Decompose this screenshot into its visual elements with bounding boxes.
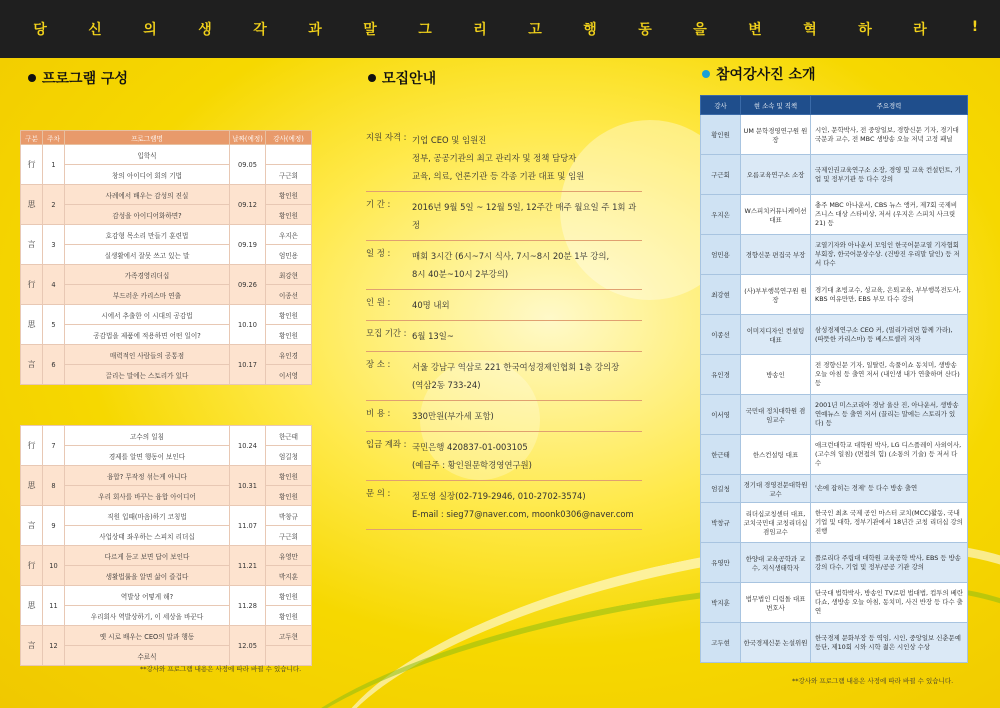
banner-char: ! bbox=[971, 19, 979, 35]
week-cell: 5 bbox=[43, 305, 65, 345]
table-row bbox=[21, 446, 312, 466]
date-cell: 10.10 bbox=[230, 305, 266, 345]
week-cell: 2 bbox=[43, 185, 65, 225]
program-name-cell: 호감형 목소리 만들기 훈련법 bbox=[65, 225, 230, 245]
table-row bbox=[701, 315, 968, 355]
program-name-cell: 시에서 추출한 이 시대의 공감법 bbox=[65, 305, 230, 325]
program-name-cell: 창의 아이디어 회의 기법 bbox=[65, 165, 230, 185]
table-row bbox=[701, 155, 968, 195]
instructor-career: 경기대 초빙교수, 성교육, 은퇴교육, 부부행복전도사, KBS 여유만만, EBS 부모 다수 강의 bbox=[811, 275, 968, 315]
program-name-cell: 우리회사 역발상하기, 이 세상을 바꾼다 bbox=[65, 606, 230, 626]
table-row bbox=[21, 486, 312, 506]
instructor-name: 유인경 bbox=[701, 355, 741, 395]
banner-char: 과 bbox=[308, 22, 322, 38]
instructor-career: 단국대 법학박사, 방송인 TV로펌 법대법, 컵투의 베란다쇼, 생방송 오늘 아침, 동치미, 사건 반장 등 다수 출연 bbox=[811, 583, 968, 623]
column-header: 구분 bbox=[21, 131, 43, 145]
recruit-line: 매회 3시간 (6시~7시 식사, 7시~8시 20분 1부 강의, bbox=[412, 251, 610, 261]
recruit-line: 40명 내외 bbox=[412, 300, 450, 310]
instructors-table bbox=[700, 95, 968, 663]
instructor-cell: 황인원 bbox=[266, 606, 312, 626]
recruit-line: 정부, 공공기관의 최고 관리자 및 정책 담당자 bbox=[412, 153, 577, 163]
recruit-line: 기업 CEO 및 임원진 bbox=[412, 135, 487, 145]
instructor-name: 엄민용 bbox=[701, 235, 741, 275]
bullet-icon bbox=[368, 74, 376, 82]
instructor-career: 교열기자와 아나운서 모임인 한국어문교열 기자협회 부회장, 한국어문상수상. (건방진 우리말 달인) 등 저서 다수 bbox=[811, 235, 968, 275]
instructor-org: 한양대 교육공학과 교수, 지식생태학자 bbox=[741, 543, 811, 583]
table-row bbox=[21, 546, 312, 566]
table-row bbox=[701, 475, 968, 503]
table-row bbox=[21, 526, 312, 546]
recruit-row bbox=[366, 290, 642, 321]
table-row bbox=[701, 543, 968, 583]
instructor-org: (사)부부행복연구원 원장 bbox=[741, 275, 811, 315]
instructor-career: 2001년 미스코리아 경남 울산 진, 아나운서, 생방송 연예뉴스 등 출연 저서 (끌리는 말에는 스토리가 있다) 등 bbox=[811, 395, 968, 435]
program-section-title bbox=[28, 68, 128, 88]
instructor-org: 법무법인 디림돌 대표 변호사 bbox=[741, 583, 811, 623]
recruit-section-title bbox=[368, 68, 436, 88]
instructor-cell: 고두현 bbox=[266, 626, 312, 646]
program-name-cell: 실생활에서 잘못 쓰고 있는 말 bbox=[65, 245, 230, 265]
category-cell: 言 bbox=[21, 506, 43, 546]
banner-char: 혁 bbox=[803, 22, 817, 38]
recruit-line: 서울 강남구 역삼로 221 한국여성경제인협회 1층 강의장 bbox=[412, 362, 620, 372]
instructor-career: 한국인 최초 국제 공인 마스터 코치(MCC)활동, 국내 기업 및 대학, 정부기관에서 18년간 코칭 리더십 강의 진행 bbox=[811, 503, 968, 543]
instructor-career: 충주 MBC 아나운서, CBS 뉴스 앵커, 제7회 국제비즈니스 대상 스타비상, 저서 (우지은 스피치 사크릿21) 등 bbox=[811, 195, 968, 235]
column-header: 현 소속 및 직책 bbox=[741, 96, 811, 115]
banner-char: 당 bbox=[33, 22, 47, 38]
program-name-cell: 다르게 듣고 보면 답이 보인다 bbox=[65, 546, 230, 566]
recruit-value bbox=[412, 358, 642, 394]
table-row bbox=[21, 586, 312, 606]
table-row bbox=[21, 606, 312, 626]
recruit-label: 모집 기간 : bbox=[366, 328, 407, 338]
week-cell: 12 bbox=[43, 626, 65, 666]
date-cell: 10.17 bbox=[230, 345, 266, 385]
instructor-name: 유영만 bbox=[701, 543, 741, 583]
column-header: 주요경력 bbox=[811, 96, 968, 115]
date-cell: 11.07 bbox=[230, 506, 266, 546]
recruit-row bbox=[366, 481, 642, 530]
week-cell: 10 bbox=[43, 546, 65, 586]
recruit-label: 지원 자격 : bbox=[366, 132, 407, 142]
program-name-cell: 우리 회사를 바꾸는 융합 아이디어 bbox=[65, 486, 230, 506]
instructor-career: 전 경향신문 기자, 일탈린, 속풀이쇼 동치미, 생방송 오늘 아침 등 출연 저서 (내인생 내가 연출하며 산다) 등 bbox=[811, 355, 968, 395]
category-cell: 行 bbox=[21, 265, 43, 305]
table-row bbox=[701, 623, 968, 663]
banner-char: 신 bbox=[88, 22, 102, 38]
program-name-cell: 사업상태 좌우하는 스피치 리더십 bbox=[65, 526, 230, 546]
table-row bbox=[21, 185, 312, 205]
table-row bbox=[21, 265, 312, 285]
program-name-cell: 수료식 bbox=[65, 646, 230, 666]
instructor-cell: 유영만 bbox=[266, 546, 312, 566]
recruit-line: 정도영 실장(02-719-2946, 010-2702-3574) bbox=[412, 491, 586, 501]
category-cell: 行 bbox=[21, 145, 43, 185]
category-cell: 行 bbox=[21, 426, 43, 466]
program-name-cell: 경제를 알면 행동이 보인다 bbox=[65, 446, 230, 466]
instructor-career: 시인, 문학박사, 전 중앙일보, 경향신문 기자, 경기대 국문과 교수, 전 MBC 생방송 오늘 저녁 고정 패널 bbox=[811, 115, 968, 155]
program-name-cell: 옛 시로 배우는 CEO의 말과 행동 bbox=[65, 626, 230, 646]
table-row bbox=[701, 235, 968, 275]
instructor-cell bbox=[266, 646, 312, 666]
recruit-line: 6월 13일~ bbox=[412, 331, 454, 341]
table-row bbox=[21, 626, 312, 646]
column-header: 날짜(예정) bbox=[230, 131, 266, 145]
banner-char: 의 bbox=[143, 22, 157, 38]
instructor-cell: 황인원 bbox=[266, 185, 312, 205]
recruit-title-text: 모집안내 bbox=[382, 71, 437, 87]
table-row bbox=[21, 165, 312, 185]
banner-char: 각 bbox=[253, 22, 267, 38]
table-row bbox=[701, 195, 968, 235]
instructor-career: 국제인권교육연구소 소장, 경영 및 교육 컨설턴트, 기업 및 정부기관 등 다수 강의 bbox=[811, 155, 968, 195]
instructor-org: 국민대 정치대학원 겸임교수 bbox=[741, 395, 811, 435]
instructor-career: 플로리다 주립대 대학원 교육공학 박사, EBS 등 방송 강의 다수, 기업 및 정부/공공 기관 강의 bbox=[811, 543, 968, 583]
instructor-name: 구근회 bbox=[701, 155, 741, 195]
instructor-career: 삼성경제연구소 CEO 커, (멀리가려면 함께 가라), (따뜻한 카리스마) 등 베스트셀러 저자 bbox=[811, 315, 968, 355]
date-cell: 10.31 bbox=[230, 466, 266, 506]
recruit-row bbox=[366, 241, 642, 290]
instructors-note: **강사와 프로그램 내용은 사정에 따라 바뀔 수 있습니다. bbox=[792, 677, 954, 685]
recruit-row bbox=[366, 432, 642, 481]
recruit-label: 비 용 : bbox=[366, 408, 391, 418]
recruit-value bbox=[412, 131, 642, 185]
program-name-cell: 생활법률을 알면 삶이 즐겁다 bbox=[65, 566, 230, 586]
recruit-line: (예금주 : 황인원문학경영연구원) bbox=[412, 460, 532, 470]
program-name-cell: 입학식 bbox=[65, 145, 230, 165]
program-name-cell: 융합? 무작정 섞는게 아니다 bbox=[65, 466, 230, 486]
instructor-cell: 황인원 bbox=[266, 205, 312, 225]
recruit-value bbox=[412, 407, 642, 425]
recruit-label: 일 정 : bbox=[366, 248, 391, 258]
instructor-name: 박창규 bbox=[701, 503, 741, 543]
date-cell: 10.24 bbox=[230, 426, 266, 466]
instructor-cell: 황인원 bbox=[266, 305, 312, 325]
date-cell: 09.19 bbox=[230, 225, 266, 265]
recruit-value bbox=[412, 247, 642, 283]
week-cell: 1 bbox=[43, 145, 65, 185]
program-name-cell: 매력적인 사람들의 공통점 bbox=[65, 345, 230, 365]
recruit-row bbox=[366, 192, 642, 241]
recruit-label: 입금 계좌 : bbox=[366, 439, 407, 449]
recruit-line: 2016년 9월 5일 ~ 12월 5일, 12주간 매주 월요일 주 1회 과정 bbox=[412, 202, 637, 230]
instructor-cell: 유인경 bbox=[266, 345, 312, 365]
table-row bbox=[21, 325, 312, 345]
instructor-name: 황인원 bbox=[701, 115, 741, 155]
instructor-name: 이종선 bbox=[701, 315, 741, 355]
recruit-line: 교육, 의료, 언론기관 등 각종 기관 대표 및 임원 bbox=[412, 171, 585, 181]
program-name-cell: 공감법을 제품에 적용하면 어떤 일이? bbox=[65, 325, 230, 345]
program-name-cell: 사례에서 배우는 감성의 진실 bbox=[65, 185, 230, 205]
table-row bbox=[21, 205, 312, 225]
column-header: 주차 bbox=[43, 131, 65, 145]
banner-char: 을 bbox=[693, 22, 707, 38]
table-row bbox=[21, 285, 312, 305]
category-cell: 思 bbox=[21, 586, 43, 626]
instructor-org: 경기대 경영전문대학원 교수 bbox=[741, 475, 811, 503]
instructor-name: 우지은 bbox=[701, 195, 741, 235]
table-row bbox=[701, 355, 968, 395]
category-cell: 言 bbox=[21, 345, 43, 385]
recruit-label: 문 의 : bbox=[366, 488, 391, 498]
instructor-org: 오름교육연구소 소장 bbox=[741, 155, 811, 195]
recruit-value bbox=[412, 198, 642, 234]
program-note: **강사와 프로그램 내용은 사정에 따라 바뀔 수 있습니다. bbox=[140, 665, 302, 673]
instructor-org: 한스컨설팅 대표 bbox=[741, 435, 811, 475]
instructor-cell: 구근회 bbox=[266, 526, 312, 546]
date-cell: 11.28 bbox=[230, 586, 266, 626]
table-row bbox=[21, 145, 312, 165]
banner-char: 고 bbox=[528, 22, 542, 38]
category-cell: 思 bbox=[21, 185, 43, 225]
category-cell: 思 bbox=[21, 466, 43, 506]
program-name-cell: 역발상 어떻게 해? bbox=[65, 586, 230, 606]
recruit-row bbox=[366, 401, 642, 432]
column-header: 프로그램명 bbox=[65, 131, 230, 145]
table-row bbox=[701, 583, 968, 623]
instructor-cell bbox=[266, 145, 312, 165]
instructor-cell: 황인원 bbox=[266, 466, 312, 486]
program-name-cell: 고수의 일침 bbox=[65, 426, 230, 446]
banner-char: 라 bbox=[913, 22, 927, 38]
table-row bbox=[21, 305, 312, 325]
banner-char: 말 bbox=[363, 22, 377, 38]
week-cell: 9 bbox=[43, 506, 65, 546]
instructor-career: '손에 잡히는 경제' 등 다수 방송 출연 bbox=[811, 475, 968, 503]
program-table-1 bbox=[20, 130, 312, 385]
top-banner bbox=[0, 0, 1000, 58]
date-cell: 09.05 bbox=[230, 145, 266, 185]
instructor-cell: 우지은 bbox=[266, 225, 312, 245]
recruit-value bbox=[412, 438, 642, 474]
week-cell: 11 bbox=[43, 586, 65, 626]
banner-char: 행 bbox=[583, 22, 597, 38]
instructor-org: 리더십코칭센터 대표, 코치국민대 코칭리더십 겸임교수 bbox=[741, 503, 811, 543]
instructor-name: 이서영 bbox=[701, 395, 741, 435]
recruit-label: 인 원 : bbox=[366, 297, 391, 307]
instructor-org: 방송인 bbox=[741, 355, 811, 395]
instructors-title-text: 참여강사진 소개 bbox=[716, 67, 816, 83]
table-row bbox=[21, 426, 312, 446]
banner-char: 리 bbox=[473, 22, 487, 38]
recruit-value bbox=[412, 327, 642, 345]
instructor-cell: 황인원 bbox=[266, 325, 312, 345]
recruit-label: 기 간 : bbox=[366, 199, 391, 209]
recruit-line: 국민은행 420837-01-003105 bbox=[412, 442, 528, 452]
instructor-cell: 황인원 bbox=[266, 486, 312, 506]
table-row bbox=[701, 503, 968, 543]
recruit-info bbox=[366, 125, 642, 530]
instructors-section-title bbox=[702, 64, 816, 84]
table-row bbox=[701, 435, 968, 475]
instructor-org: 한국경제신문 논설위원 bbox=[741, 623, 811, 663]
category-cell: 言 bbox=[21, 626, 43, 666]
program-name-cell: 부드러운 카리스마 연출 bbox=[65, 285, 230, 305]
table-header-row bbox=[701, 96, 968, 115]
banner-char: 그 bbox=[418, 22, 432, 38]
instructor-cell: 구근회 bbox=[266, 165, 312, 185]
week-cell: 7 bbox=[43, 426, 65, 466]
recruit-label: 장 소 : bbox=[366, 359, 391, 369]
recruit-line: 8시 40분~10시 2부강의) bbox=[412, 269, 509, 279]
date-cell: 12.05 bbox=[230, 626, 266, 666]
instructor-org: 이미지디자인 컨설팅 대표 bbox=[741, 315, 811, 355]
week-cell: 4 bbox=[43, 265, 65, 305]
banner-slogan bbox=[0, 0, 1000, 58]
instructor-cell: 황인원 bbox=[266, 586, 312, 606]
category-cell: 言 bbox=[21, 225, 43, 265]
column-header: 강사 bbox=[701, 96, 741, 115]
program-title-text: 프로그램 구성 bbox=[42, 71, 129, 87]
table-row bbox=[21, 566, 312, 586]
recruit-line: 330만원(부가세 포함) bbox=[412, 411, 494, 421]
category-cell: 思 bbox=[21, 305, 43, 345]
table-row bbox=[21, 506, 312, 526]
week-cell: 8 bbox=[43, 466, 65, 506]
instructor-name: 한근태 bbox=[701, 435, 741, 475]
date-cell: 09.12 bbox=[230, 185, 266, 225]
instructor-name: 최강현 bbox=[701, 275, 741, 315]
table-row bbox=[21, 345, 312, 365]
recruit-value bbox=[412, 296, 642, 314]
instructor-cell: 최강현 bbox=[266, 265, 312, 285]
column-header: 강사(예정) bbox=[266, 131, 312, 145]
table-row bbox=[21, 225, 312, 245]
instructor-cell: 한근태 bbox=[266, 426, 312, 446]
banner-char: 하 bbox=[858, 22, 872, 38]
banner-char: 변 bbox=[748, 22, 762, 38]
bullet-icon bbox=[702, 70, 710, 78]
instructor-name: 박지훈 bbox=[701, 583, 741, 623]
category-cell: 行 bbox=[21, 546, 43, 586]
recruit-row bbox=[366, 125, 642, 192]
table-row bbox=[21, 466, 312, 486]
program-table-2 bbox=[20, 425, 312, 666]
date-cell: 09.26 bbox=[230, 265, 266, 305]
program-name-cell: 직원 입때(마음)하기 코칭법 bbox=[65, 506, 230, 526]
week-cell: 6 bbox=[43, 345, 65, 385]
recruit-line: (역삼2동 733-24) bbox=[412, 380, 481, 390]
instructor-cell: 엄민용 bbox=[266, 245, 312, 265]
table-row bbox=[701, 395, 968, 435]
date-cell: 11.21 bbox=[230, 546, 266, 586]
week-cell: 3 bbox=[43, 225, 65, 265]
program-name-cell: 끌리는 말에는 스토리가 있다 bbox=[65, 365, 230, 385]
instructor-cell: 이종선 bbox=[266, 285, 312, 305]
program-name-cell: 가족경영리더십 bbox=[65, 265, 230, 285]
table-row bbox=[701, 115, 968, 155]
instructor-cell: 이서영 bbox=[266, 365, 312, 385]
table-header-row bbox=[21, 131, 312, 145]
banner-char: 동 bbox=[638, 22, 652, 38]
table-row bbox=[21, 365, 312, 385]
instructor-career: 한국경제 문화부장 등 역임, 시인, 중앙일보 신춘문예 등단, 제10회 시와 시학 젊은 시인상 수상 bbox=[811, 623, 968, 663]
recruit-value bbox=[412, 487, 642, 523]
instructor-cell: 박지훈 bbox=[266, 566, 312, 586]
instructor-name: 엄길청 bbox=[701, 475, 741, 503]
instructor-cell: 박창규 bbox=[266, 506, 312, 526]
table-row bbox=[21, 245, 312, 265]
instructor-cell: 엄길청 bbox=[266, 446, 312, 466]
bullet-icon bbox=[28, 74, 36, 82]
instructor-org: 경향신문 편집국 부장 bbox=[741, 235, 811, 275]
recruit-row bbox=[366, 321, 642, 352]
banner-char: 생 bbox=[198, 22, 212, 38]
instructor-name: 고두현 bbox=[701, 623, 741, 663]
recruit-row bbox=[366, 352, 642, 401]
instructor-career: 애크런대학교 대학원 박사, LG 디스플레이 사외이사, (고수의 일침) (면접의 힘) (소통의 기술) 등 저서 다수 bbox=[811, 435, 968, 475]
table-row bbox=[21, 646, 312, 666]
table-row bbox=[701, 275, 968, 315]
recruit-line: E-mail : sieg77@naver.com, moonk0306@naver.com bbox=[412, 509, 634, 519]
program-name-cell: 감성을 아이디어화하면? bbox=[65, 205, 230, 225]
instructor-org: W스피치커뮤니케이션 대표 bbox=[741, 195, 811, 235]
instructor-org: UM 문학경영연구원 원장 bbox=[741, 115, 811, 155]
